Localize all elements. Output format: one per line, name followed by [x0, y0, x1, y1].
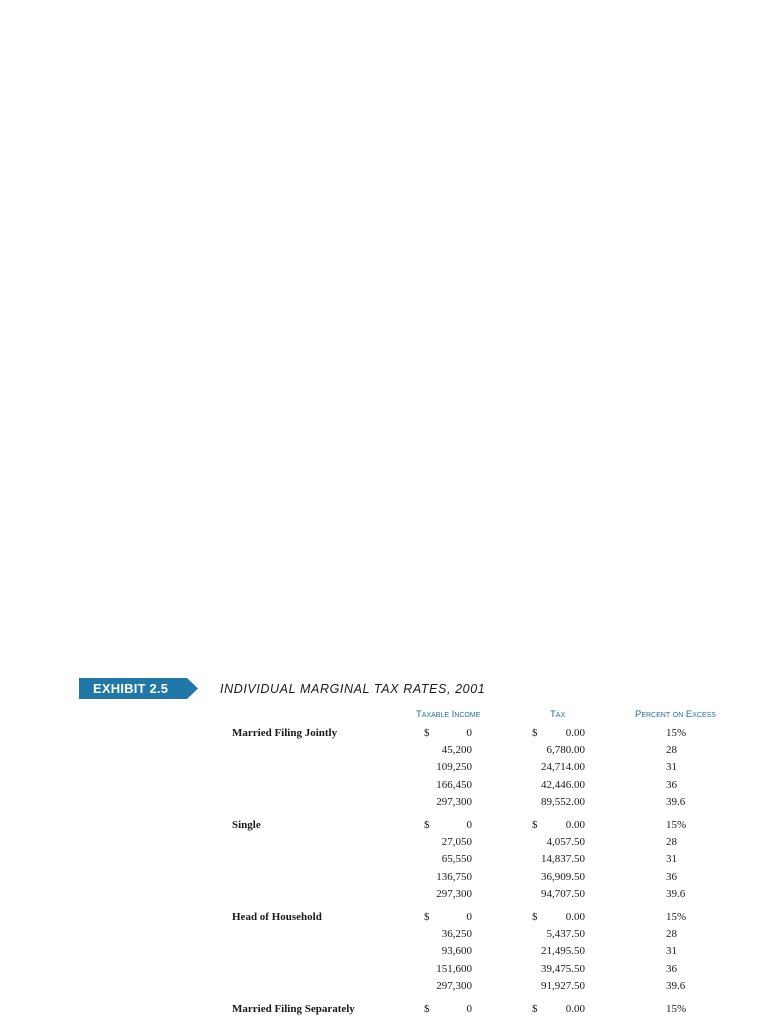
tax-dollar-sign: $ [532, 819, 538, 831]
tax-dollar-sign: $ [532, 911, 538, 923]
tax-cell: 24,714.00 [541, 761, 585, 773]
taxable-income-cell: 65,550 [441, 853, 472, 865]
taxable-income-cell: 93,600 [441, 945, 472, 957]
taxable-income-cell: 151,600 [436, 963, 472, 975]
percent-on-excess-cell: 28 [666, 744, 677, 756]
tax-cell: 94,707.50 [541, 888, 585, 900]
tax-dollar-sign: $ [532, 1003, 538, 1015]
percent-on-excess-cell: 39.6 [666, 796, 686, 808]
percent-on-excess-cell: 31 [666, 761, 677, 773]
taxable-income-cell: 27,050 [441, 836, 472, 848]
exhibit-label: EXHIBIT 2.5 [93, 681, 169, 696]
tax-cell: 21,495.50 [541, 945, 585, 957]
tax-cell: 36,909.50 [541, 871, 585, 883]
tax-dollar-sign: $ [532, 727, 538, 739]
percent-on-excess-cell: 36 [666, 779, 677, 791]
percent-on-excess-cell: 15% [666, 727, 687, 739]
taxable-income-cell: 297,300 [436, 796, 472, 808]
tax-cell: 0.00 [565, 1003, 585, 1015]
filing-status-label: Head of Household [232, 911, 322, 923]
percent-on-excess-cell: 31 [666, 945, 677, 957]
column-header-tax: Tax [550, 709, 566, 720]
income-dollar-sign: $ [424, 727, 430, 739]
percent-on-excess-cell: 39.6 [666, 888, 686, 900]
exhibit-badge [79, 678, 198, 699]
taxable-income-cell: 166,450 [436, 779, 472, 791]
percent-on-excess-cell: 28 [666, 836, 677, 848]
tax-cell: 0.00 [565, 819, 585, 831]
taxable-income-cell: 0 [466, 1003, 472, 1015]
percent-on-excess-cell: 39.6 [666, 980, 686, 992]
percent-on-excess-cell: 36 [666, 963, 677, 975]
tax-cell: 0.00 [565, 911, 585, 923]
filing-status-label: Single [232, 819, 261, 831]
taxable-income-cell: 136,750 [436, 871, 472, 883]
income-dollar-sign: $ [424, 911, 430, 923]
taxable-income-cell: 0 [466, 911, 472, 923]
tax-cell: 4,057.50 [546, 836, 585, 848]
tax-cell: 39,475.50 [541, 963, 585, 975]
tax-cell: 6,780.00 [546, 744, 585, 756]
tax-cell: 14,837.50 [541, 853, 585, 865]
tax-cell: 42,446.00 [541, 779, 585, 791]
percent-on-excess-cell: 15% [666, 911, 687, 923]
tax-cell: 91,927.50 [541, 980, 585, 992]
taxable-income-cell: 297,300 [436, 980, 472, 992]
percent-on-excess-cell: 28 [666, 928, 677, 940]
income-dollar-sign: $ [424, 819, 430, 831]
percent-on-excess-cell: 36 [666, 871, 677, 883]
filing-status-label: Married Filing Separately [232, 1003, 355, 1015]
taxable-income-cell: 0 [466, 727, 472, 739]
column-header-taxable-income: Taxable Income [416, 709, 481, 720]
exhibit-title: INDIVIDUAL MARGINAL TAX RATES, 2001 [220, 682, 486, 696]
tax-cell: 0.00 [565, 727, 585, 739]
column-header-percent-on-excess: Percent on Excess [635, 709, 716, 720]
percent-on-excess-cell: 15% [666, 819, 687, 831]
taxable-income-cell: 109,250 [436, 761, 472, 773]
tax-cell: 5,437.50 [546, 928, 585, 940]
percent-on-excess-cell: 31 [666, 853, 677, 865]
taxable-income-cell: 45,200 [441, 744, 472, 756]
taxable-income-cell: 0 [466, 819, 472, 831]
percent-on-excess-cell: 15% [666, 1003, 687, 1015]
filing-status-label: Married Filing Jointly [232, 727, 338, 739]
taxable-income-cell: 36,250 [441, 928, 472, 940]
tax-cell: 89,552.00 [541, 796, 585, 808]
income-dollar-sign: $ [424, 1003, 430, 1015]
taxable-income-cell: 297,300 [436, 888, 472, 900]
